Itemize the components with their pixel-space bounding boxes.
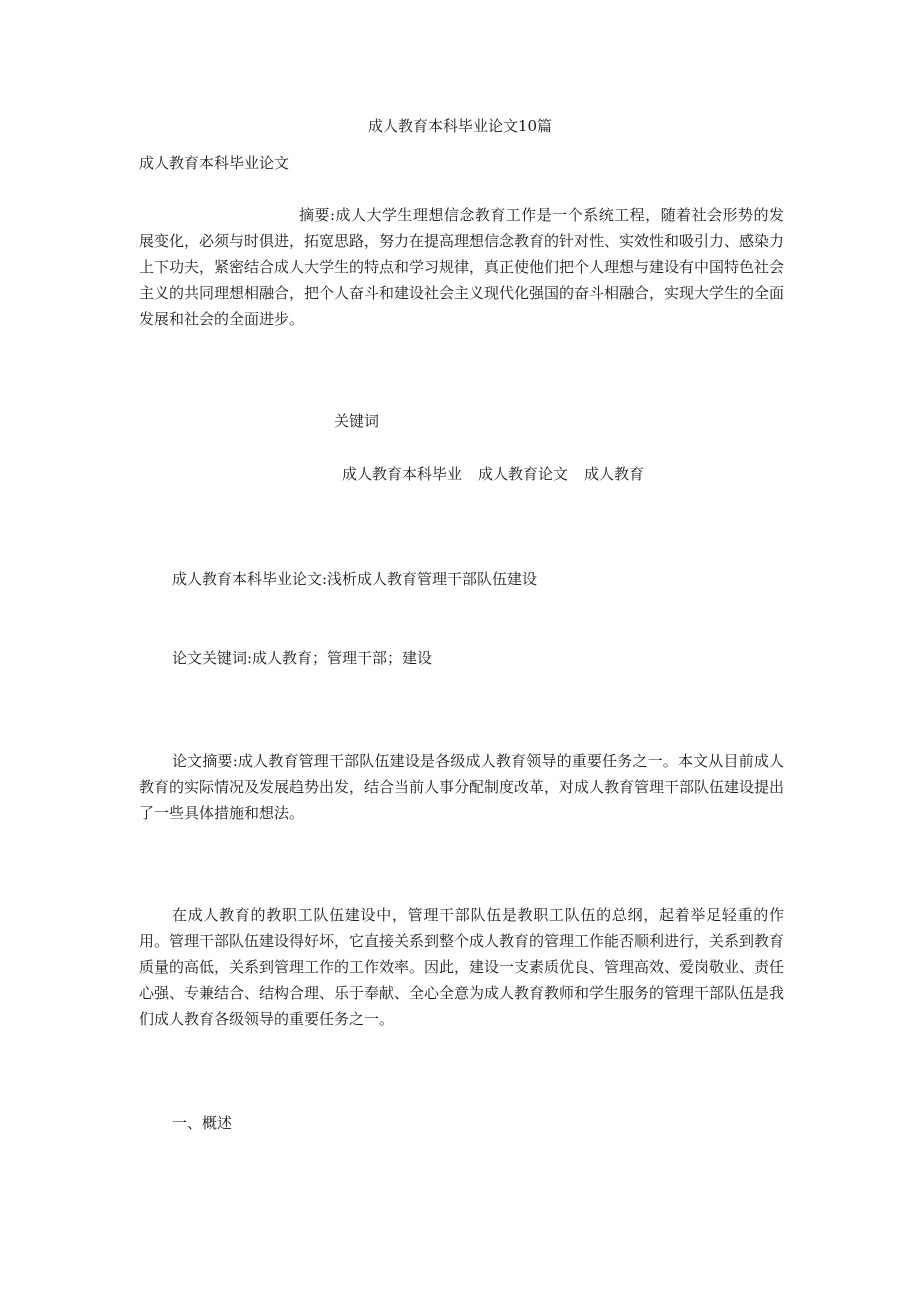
paper-title: 成人教育本科毕业论文:浅析成人教育管理干部队伍建设 <box>172 570 538 588</box>
document-subtitle: 成人教育本科毕业论文 <box>139 154 290 172</box>
keywords-list <box>342 461 660 487</box>
document-title: 成人教育本科毕业论文10篇 <box>367 117 553 135</box>
paper-abstract: 论文摘要:成人教育管理干部队伍建设是各级成人教育领导的重要任务之一。本文从目前成人教育的实际情况及发展趋势出发，结合当前人事分配制度改革，对成人教育管理干部队伍建设提出了一些具体措施和想法。 <box>139 752 785 822</box>
keyword-item: 成人教育论文 <box>478 465 569 483</box>
keyword-item: 成人教育 <box>584 465 645 483</box>
body-paragraph: 在成人教育的教职工队伍建设中，管理干部队伍是教职工队伍的总纲，起着举足轻重的作用。管理干部队伍建设得好坏，它直接关系到整个成人教育的管理工作能否顺利进行，关系到教育质量的高低，关系到管理工作的工作效率。因此，建设一支素质优良、管理高效、爱岗敬业、责任心强、专兼结合、结构合理、乐于奉献、全心全意为成人教育教师和学生服务的管理干部队伍是我们成人教育各级领导的重要任务之一。 <box>139 906 785 1028</box>
keywords-label: 关键词 <box>334 412 380 430</box>
keyword-item: 成人教育本科毕业 <box>342 465 463 483</box>
section-heading: 一、概述 <box>172 1114 233 1132</box>
paper-keywords: 论文关键词:成人教育；管理干部；建设 <box>172 649 433 667</box>
abstract-paragraph: 摘要:成人大学生理想信念教育工作是一个系统工程，随着社会形势的发展变化，必须与时俱进，拓宽思路，努力在提高理想信念教育的针对性、实效性和吸引力、感染力上下功夫，紧密结合成人大学生的特点和学习规律，真正使他们把个人理想与建设有中国特色社会主义的共同理想相融合，把个人奋斗和建设社会主义现代化强国的奋斗相融合，实现大学生的全面发展和社会的全面进步。 <box>139 206 785 328</box>
